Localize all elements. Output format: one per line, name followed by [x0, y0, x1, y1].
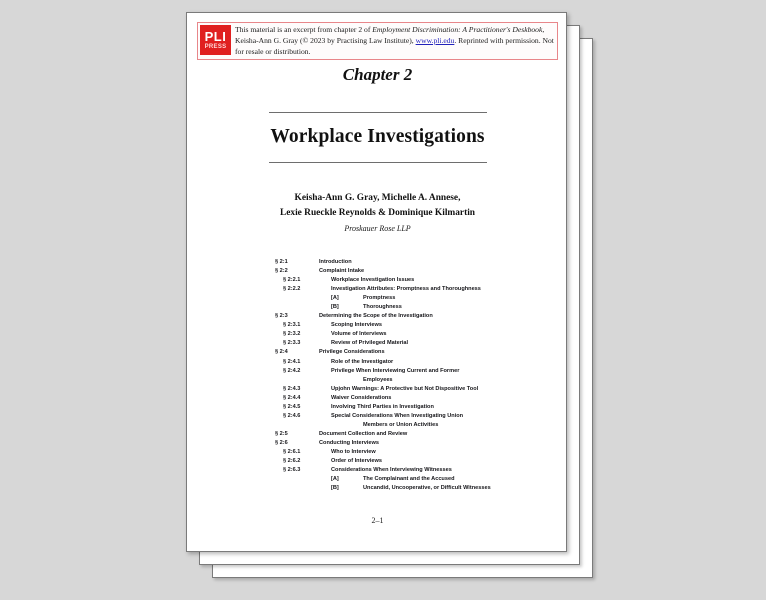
toc-entry-number: [B] [331, 485, 339, 492]
toc-entry-number: § 2:4 [275, 349, 288, 356]
toc-entry[interactable] [187, 484, 568, 493]
toc-entry-number: § 2:2.2 [283, 286, 301, 293]
toc-entry-label: Privilege When Interviewing Current and Former [331, 367, 460, 374]
toc-entry-label: Privilege Considerations [319, 349, 385, 356]
document-page [186, 12, 567, 552]
table-of-contents [187, 258, 568, 493]
copyright-notice [197, 22, 558, 60]
toc-entry-number: § 2:2 [275, 268, 288, 275]
toc-entry-label: Promptness [363, 295, 396, 302]
toc-entry[interactable] [187, 330, 568, 339]
toc-entry-number: § 2:4.1 [283, 358, 301, 365]
toc-entry-label: Review of Privileged Material [331, 340, 409, 347]
toc-entry[interactable] [187, 321, 568, 330]
toc-entry[interactable] [187, 394, 568, 403]
chapter-title: Workplace Investigations [270, 126, 485, 147]
toc-entry-label: Complaint Intake [319, 268, 365, 275]
author-line-1: Keisha-Ann G. Gray, Michelle A. Annese, [294, 193, 461, 203]
notice-book-title: Employment Discrimination: A Practitioner's Deskbook [372, 25, 543, 34]
law-firm-name: Proskauer Rose LLP [344, 224, 411, 233]
pli-website-link[interactable]: www.pli.edu [415, 35, 455, 45]
toc-entry-number: § 2:3 [275, 313, 288, 320]
toc-entry-label: Employees [363, 376, 393, 383]
toc-entry-label: Uncandid, Uncooperative, or Difficult Witnesses [363, 485, 491, 492]
title-rule-bottom [269, 162, 487, 163]
toc-entry[interactable] [187, 421, 568, 430]
toc-entry-number: § 2:1 [275, 259, 288, 265]
toc-entry-label: Conducting Interviews [319, 439, 379, 446]
toc-entry-label: The Complainant and the Accused [363, 476, 455, 483]
pli-press-logo [200, 25, 231, 55]
toc-entry[interactable] [187, 267, 568, 276]
toc-entry-label: Involving Third Parties in Investigation [331, 403, 434, 410]
toc-entry-number: [B] [331, 304, 339, 311]
toc-entry[interactable] [187, 448, 568, 457]
toc-entry-label: Workplace Investigation Issues [331, 277, 415, 284]
title-rule-top [269, 112, 487, 113]
toc-entry-label: Role of the Investigator [331, 358, 394, 365]
toc-entry[interactable] [187, 466, 568, 475]
toc-entry-label: Special Considerations When Investigating Union [331, 412, 464, 419]
toc-entry-number: [A] [331, 476, 339, 483]
toc-entry-number: § 2:6.3 [283, 467, 301, 474]
toc-entry[interactable] [187, 312, 568, 321]
toc-entry[interactable] [187, 430, 568, 439]
toc-entry-label: Order of Interviews [331, 458, 382, 465]
toc-entry-label: Introduction [319, 259, 352, 265]
toc-entry-number: § 2:4.6 [283, 412, 301, 419]
toc-entry-number: § 2:3.1 [283, 322, 301, 329]
toc-entry-label: Who to Interview [331, 448, 376, 455]
toc-entry-label: Waiver Considerations [331, 394, 392, 401]
author-line-2: Lexie Rueckle Reynolds & Dominique Kilmartin [279, 207, 476, 218]
notice-text-segment-2: , Keisha-Ann G. Gray (© 2023 by Practising Law Institute), [235, 25, 545, 45]
toc-entry-label: Volume of Interviews [331, 331, 387, 338]
toc-entry-number: § 2:4.4 [283, 394, 301, 401]
toc-entry[interactable] [187, 258, 568, 267]
toc-entry[interactable] [187, 285, 568, 294]
pli-logo-sub-text: PRESS [204, 44, 227, 50]
toc-entry-number: § 2:4.2 [283, 367, 301, 374]
toc-entry[interactable] [187, 475, 568, 484]
toc-entry-number: § 2:3.2 [283, 331, 301, 338]
toc-entry-label: Scoping Interviews [331, 322, 382, 329]
toc-entry-number: [A] [331, 295, 339, 302]
toc-entry[interactable] [187, 303, 568, 312]
notice-text-segment-3: . Reprinted with permission. Not for resale or distribution. [235, 35, 554, 56]
notice-text-segment-1: This material is an excerpt from chapter 2 of [235, 25, 373, 34]
toc-entry[interactable] [187, 412, 568, 421]
toc-entry[interactable] [187, 403, 568, 412]
toc-entry-number: § 2:5 [275, 430, 288, 437]
chapter-label: Chapter 2 [342, 65, 413, 84]
page-number: 2–1 [371, 516, 384, 525]
toc-entry-number: § 2:6 [275, 439, 288, 446]
toc-entry-label: Upjohn Warnings: A Protective but Not Dispositive Tool [331, 385, 479, 392]
toc-entry-label: Thoroughness [363, 304, 402, 311]
toc-entry-number: § 2:2.1 [283, 277, 301, 284]
toc-entry[interactable] [187, 276, 568, 285]
copyright-notice-text [235, 25, 554, 57]
toc-entry[interactable] [187, 376, 568, 385]
toc-entry-label: Determining the Scope of the Investigation [319, 313, 433, 320]
toc-entry[interactable] [187, 339, 568, 348]
toc-entry-number: § 2:6.2 [283, 458, 301, 465]
toc-entry[interactable] [187, 358, 568, 367]
toc-entry-number: § 2:4.3 [283, 385, 301, 392]
toc-entry[interactable] [187, 294, 568, 303]
toc-entry-number: § 2:4.5 [283, 403, 301, 410]
toc-entry-label: Investigation Attributes: Promptness and Thoroughness [331, 286, 481, 293]
pli-logo-main-text: PLI [204, 29, 227, 44]
toc-entry-number: § 2:3.3 [283, 340, 301, 347]
toc-entry[interactable] [187, 367, 568, 376]
toc-entry[interactable] [187, 348, 568, 357]
toc-entry-label: Members or Union Activities [363, 421, 439, 428]
toc-entry[interactable] [187, 439, 568, 448]
author-list [187, 191, 568, 220]
toc-entry-label: Considerations When Interviewing Witnesses [331, 467, 452, 474]
toc-entry-number: § 2:6.1 [283, 448, 301, 455]
toc-entry[interactable] [187, 457, 568, 466]
toc-entry-label: Document Collection and Review [319, 430, 408, 437]
toc-entry[interactable] [187, 385, 568, 394]
